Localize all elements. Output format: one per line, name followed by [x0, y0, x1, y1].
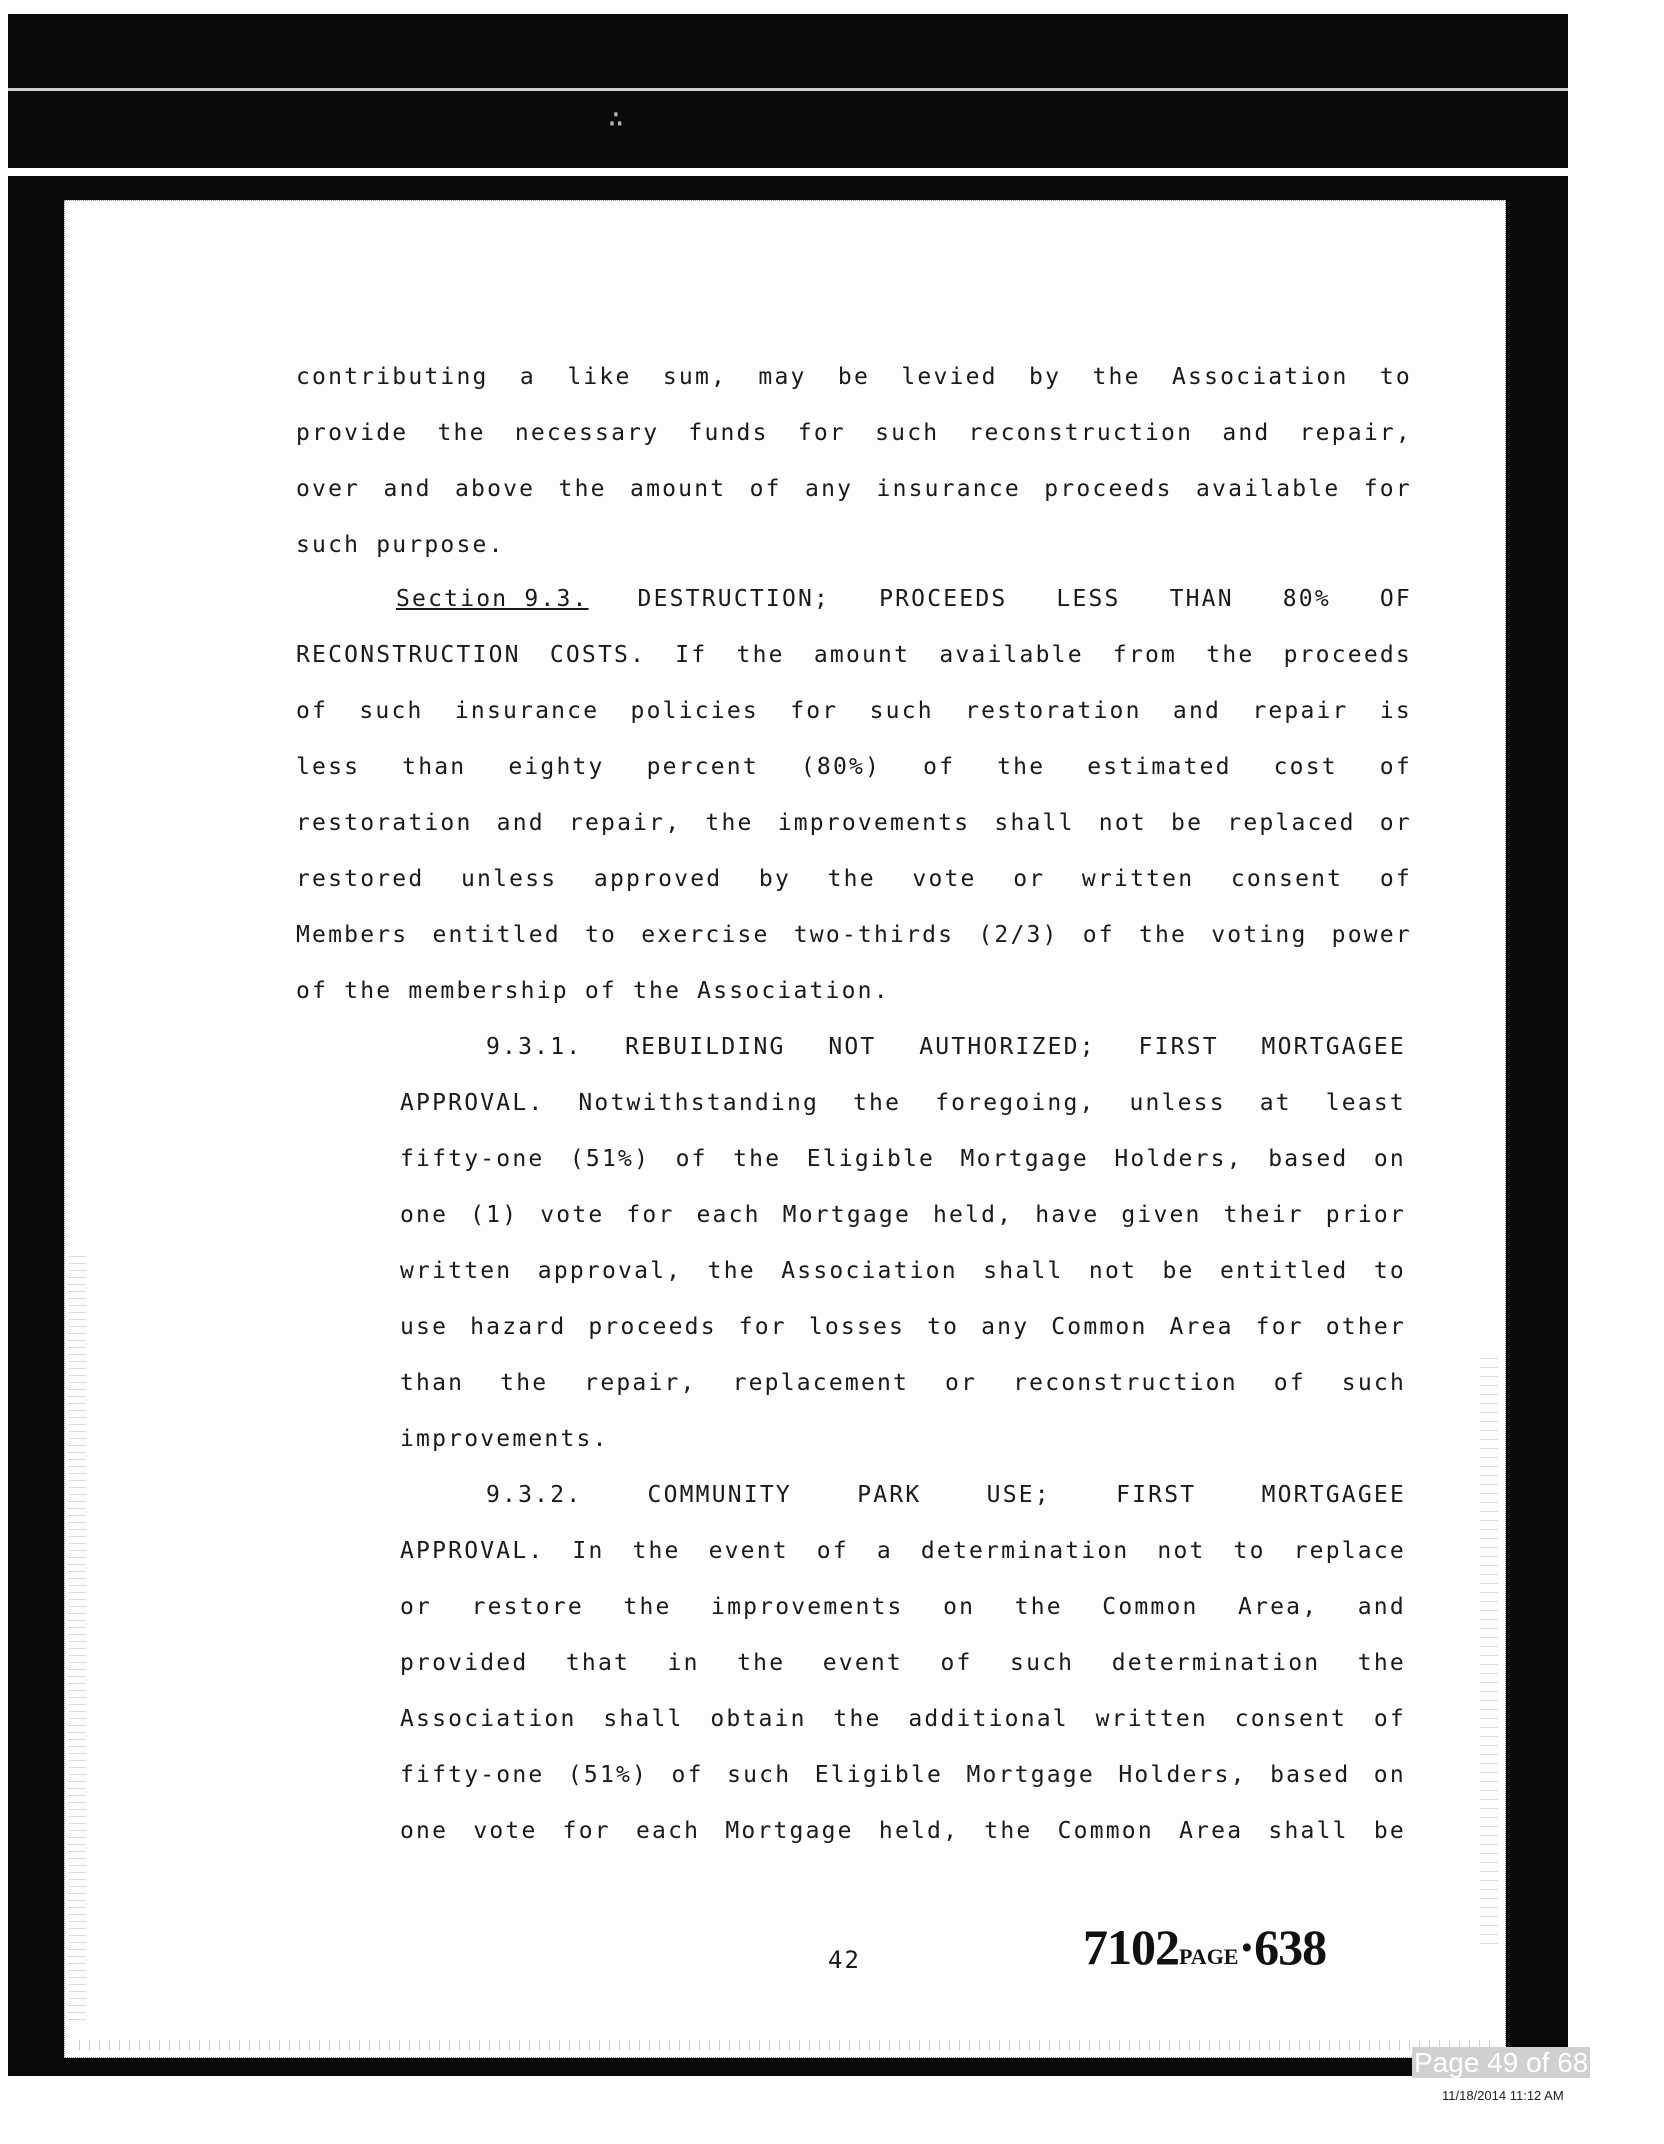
word: MORTGAGEE	[1261, 1034, 1406, 1060]
text-line	[400, 1368, 1406, 1398]
word: the	[500, 1370, 549, 1396]
word: of	[940, 1650, 973, 1676]
page-label: PAGE	[1179, 1944, 1239, 1969]
word: and	[1222, 420, 1271, 446]
word: such	[359, 698, 424, 724]
word: NOT	[828, 1034, 877, 1060]
word: the	[733, 1146, 782, 1172]
word: their	[1223, 1202, 1304, 1228]
text-line	[296, 864, 1412, 894]
word: restoration	[965, 698, 1142, 724]
word: shall	[1268, 1818, 1349, 1844]
word: determination	[1111, 1650, 1321, 1676]
word: vote	[473, 1818, 538, 1844]
text-line	[400, 1816, 1406, 1846]
word: and	[1172, 698, 1222, 724]
word: proceeds	[1283, 642, 1412, 668]
word: the	[1138, 922, 1188, 948]
word: any	[805, 476, 854, 502]
word: improvements	[711, 1594, 904, 1620]
word: unless	[461, 866, 558, 892]
word: 9.3.1.	[486, 1034, 583, 1060]
scan-speck: ∴	[608, 104, 624, 134]
word: the	[623, 1594, 672, 1620]
word: shall	[983, 1258, 1064, 1284]
word: shall	[994, 810, 1075, 836]
word: replace	[1293, 1538, 1406, 1564]
word: fifty-one	[400, 1762, 545, 1788]
word: Association	[1171, 364, 1349, 390]
word: vote	[912, 866, 977, 892]
word: In	[572, 1538, 605, 1564]
word: and	[383, 476, 432, 502]
word: amount	[630, 476, 727, 502]
word: Association	[781, 1258, 958, 1284]
word: by	[758, 866, 792, 892]
text-line	[296, 808, 1412, 838]
word: replaced	[1227, 810, 1356, 836]
word: on	[943, 1594, 976, 1620]
word: for	[562, 1818, 611, 1844]
word: the	[833, 1706, 882, 1732]
text-line	[400, 1256, 1406, 1286]
word: (1)	[470, 1202, 519, 1228]
text-line	[296, 362, 1412, 392]
word: one	[400, 1818, 449, 1844]
word: FIRST	[1138, 1034, 1219, 1060]
word: by	[1029, 364, 1062, 390]
word: written	[1095, 1706, 1208, 1732]
word: the	[827, 866, 876, 892]
word: PARK	[857, 1482, 922, 1508]
word: FIRST	[1116, 1482, 1197, 1508]
word: not	[1157, 1538, 1206, 1564]
word: of	[1379, 866, 1412, 892]
word: hazard	[470, 1314, 567, 1340]
word: Notwithstanding	[578, 1090, 820, 1116]
word: the	[853, 1090, 902, 1116]
word: Members	[296, 922, 409, 948]
text-line: improvements.	[400, 1426, 609, 1452]
word: Area	[1179, 1818, 1244, 1844]
word: for	[790, 698, 839, 724]
word: held,	[932, 1202, 1014, 1228]
word: reconstruction	[968, 420, 1194, 446]
word: like	[567, 364, 632, 390]
word: of	[816, 1538, 849, 1564]
word: (51%)	[569, 1146, 651, 1172]
text-line	[400, 1200, 1406, 1230]
word: Mortgage	[966, 1762, 1095, 1788]
word: PROCEEDS	[879, 586, 1008, 612]
word: (2/3)	[978, 922, 1059, 948]
word: may	[758, 364, 807, 390]
word: restored	[296, 866, 425, 892]
word: repair	[1252, 698, 1349, 724]
word: have	[1035, 1202, 1100, 1228]
word: the	[997, 754, 1046, 780]
word: DESTRUCTION;	[637, 586, 831, 612]
viewer-timestamp: 11/18/2014 11:12 AM	[1442, 2088, 1564, 2103]
word: the	[707, 1258, 756, 1284]
word: two-thirds	[793, 922, 955, 948]
word: AUTHORIZED;	[919, 1034, 1096, 1060]
word: repair,	[584, 1370, 697, 1396]
book-page-stamp: 7102PAGE·638	[1083, 1919, 1327, 1975]
word: proceeds	[588, 1314, 717, 1340]
word: Association	[400, 1706, 577, 1732]
word: such	[869, 698, 934, 724]
word: fifty-one	[400, 1146, 545, 1172]
scan-noise-bottom	[70, 2040, 1490, 2050]
word: Holders,	[1118, 1762, 1247, 1788]
word: 80%	[1282, 586, 1331, 612]
word: such	[1341, 1370, 1406, 1396]
word: (51%)	[567, 1762, 649, 1788]
word: REBUILDING	[625, 1034, 786, 1060]
word: for	[797, 420, 846, 446]
word: percent	[646, 754, 759, 780]
word: held,	[878, 1818, 960, 1844]
text-line: such purpose.	[296, 532, 505, 558]
word: restore	[471, 1594, 584, 1620]
word: than	[400, 1370, 465, 1396]
text-line	[400, 1704, 1406, 1734]
word: based	[1268, 1146, 1349, 1172]
word: foregoing,	[935, 1090, 1096, 1116]
word: consent	[1230, 866, 1344, 892]
word: approval,	[537, 1258, 683, 1284]
word: event	[822, 1650, 903, 1676]
text-line	[400, 1648, 1406, 1678]
word: Eligible	[814, 1762, 944, 1788]
word: the	[1206, 642, 1255, 668]
word: written	[1081, 866, 1195, 892]
word: such	[875, 420, 940, 446]
word: contributing	[296, 364, 489, 390]
word: above	[454, 476, 536, 502]
word: event	[708, 1538, 789, 1564]
word: exercise	[641, 922, 770, 948]
word: (80%)	[800, 754, 882, 780]
word: each	[635, 1818, 701, 1844]
word: If	[675, 642, 708, 668]
word: the	[632, 1538, 681, 1564]
word: LESS	[1056, 586, 1121, 612]
word: eighty	[508, 754, 605, 780]
word: repair,	[1299, 420, 1412, 446]
scan-top-bar	[8, 14, 1568, 168]
word: APPROVAL.	[400, 1538, 545, 1564]
word: or	[945, 1370, 978, 1396]
word: restoration	[296, 810, 473, 836]
word: based	[1270, 1762, 1351, 1788]
word: of	[296, 698, 329, 724]
word: on	[1373, 1762, 1406, 1788]
word: given	[1121, 1202, 1202, 1228]
scan-top-rule	[8, 88, 1568, 91]
word: from	[1112, 642, 1178, 668]
scan-noise-right	[1480, 1350, 1498, 1950]
word: estimated	[1087, 754, 1232, 780]
word: insurance	[454, 698, 600, 724]
word: for	[1363, 476, 1412, 502]
word: Eligible	[806, 1146, 936, 1172]
word: of	[1082, 922, 1115, 948]
text-line	[396, 584, 1412, 614]
word: a	[519, 364, 536, 390]
word: the	[1357, 1650, 1406, 1676]
word: policies	[630, 698, 759, 724]
word: least	[1325, 1090, 1406, 1116]
text-line	[400, 1312, 1406, 1342]
word: unless	[1129, 1090, 1226, 1116]
viewer-page-indicator: Page 49 of 68	[1414, 2047, 1589, 2078]
word: additional	[908, 1706, 1069, 1732]
word: provide	[296, 420, 409, 446]
word: Mortgage	[960, 1146, 1089, 1172]
word: and	[496, 810, 545, 836]
word: the	[705, 810, 754, 836]
word: funds	[688, 420, 769, 446]
word: be	[1171, 810, 1204, 836]
word: Common	[1051, 1314, 1148, 1340]
word: to	[1233, 1538, 1266, 1564]
word: Area	[1169, 1314, 1234, 1340]
word: shall	[603, 1706, 684, 1732]
text-line	[400, 1536, 1406, 1566]
word: Mortgage	[782, 1202, 912, 1228]
word: repair,	[568, 810, 682, 836]
word: prior	[1325, 1202, 1406, 1228]
word: OF	[1379, 586, 1412, 612]
word: RECONSTRUCTION	[296, 642, 521, 668]
word: available	[939, 642, 1084, 668]
word: written	[400, 1258, 513, 1284]
scan-noise-left	[68, 1250, 86, 2020]
text-line	[400, 1760, 1406, 1790]
word: of	[1379, 754, 1412, 780]
word: to	[1373, 1258, 1406, 1284]
word: amount	[813, 642, 911, 668]
word: not	[1098, 810, 1147, 836]
word: other	[1325, 1314, 1406, 1340]
word: approved	[593, 866, 723, 892]
word: and	[1357, 1594, 1406, 1620]
word: 9.3.2.	[486, 1482, 583, 1508]
word: of	[1373, 1706, 1406, 1732]
word: Area,	[1238, 1594, 1319, 1620]
word: to	[1379, 364, 1412, 390]
word: not	[1088, 1258, 1138, 1284]
word: losses	[808, 1314, 906, 1340]
word: such	[727, 1762, 792, 1788]
word: be	[1373, 1818, 1406, 1844]
word: Holders,	[1114, 1146, 1243, 1172]
word: COMMUNITY	[647, 1482, 792, 1508]
word: entitled	[1220, 1258, 1349, 1284]
word: entitled	[432, 922, 561, 948]
word: vote	[540, 1202, 605, 1228]
word: of	[749, 476, 782, 502]
word: reconstruction	[1013, 1370, 1238, 1396]
word: APPROVAL.	[400, 1090, 545, 1116]
word: in	[667, 1650, 700, 1676]
word: available	[1195, 476, 1341, 502]
text-line	[486, 1032, 1406, 1062]
word: voting	[1211, 922, 1308, 948]
word: over	[296, 476, 361, 502]
word: to	[584, 922, 618, 948]
text-line	[400, 1088, 1406, 1118]
word: any	[981, 1314, 1030, 1340]
word: replacement	[732, 1370, 910, 1396]
text-line	[296, 474, 1412, 504]
word: improvements	[777, 810, 971, 836]
text-line	[296, 640, 1412, 670]
word: sum,	[662, 364, 728, 390]
word: COSTS.	[549, 642, 647, 668]
word: less	[296, 754, 361, 780]
word: to	[927, 1314, 960, 1340]
word: THAN	[1169, 586, 1234, 612]
word: necessary	[514, 420, 660, 446]
word: than	[402, 754, 467, 780]
text-line	[400, 1592, 1406, 1622]
word: for	[1255, 1314, 1304, 1340]
text-line	[400, 1144, 1406, 1174]
book-number: 7102	[1083, 1919, 1179, 1975]
word: is	[1379, 698, 1412, 724]
word: insurance	[876, 476, 1021, 502]
text-line	[296, 752, 1412, 782]
word: a	[876, 1538, 893, 1564]
text-line	[296, 418, 1412, 448]
word: the	[736, 642, 785, 668]
word: provided	[400, 1650, 529, 1676]
word: MORTGAGEE	[1261, 1482, 1406, 1508]
word: USE;	[986, 1482, 1051, 1508]
text-line	[486, 1480, 1406, 1510]
word: consent	[1234, 1706, 1348, 1732]
book-page-number: 638	[1254, 1919, 1327, 1975]
word: or	[1379, 810, 1412, 836]
word: of	[923, 754, 956, 780]
word: Mortgage	[725, 1818, 854, 1844]
word: the	[437, 420, 486, 446]
word: or	[400, 1594, 433, 1620]
word: determination	[920, 1538, 1130, 1564]
word: the	[984, 1818, 1033, 1844]
word: of	[675, 1146, 708, 1172]
word: that	[565, 1650, 631, 1676]
word: be	[1162, 1258, 1195, 1284]
text-line	[296, 696, 1412, 726]
word: one	[400, 1202, 449, 1228]
word: of	[1273, 1370, 1306, 1396]
word: cost	[1273, 754, 1338, 780]
word: such	[1010, 1650, 1075, 1676]
word: at	[1259, 1090, 1292, 1116]
word: levied	[901, 364, 998, 390]
word: the	[558, 476, 607, 502]
word: use	[400, 1314, 449, 1340]
word: or	[1013, 866, 1046, 892]
word: each	[696, 1202, 761, 1228]
word: Common	[1102, 1594, 1199, 1620]
page-number: 42	[828, 1946, 861, 1974]
word: the	[1014, 1594, 1063, 1620]
word: proceeds	[1044, 476, 1173, 502]
word: the	[737, 1650, 786, 1676]
word: be	[837, 364, 871, 390]
word: for	[738, 1314, 787, 1340]
word: power	[1331, 922, 1412, 948]
text-line	[296, 920, 1412, 950]
text-line: of the membership of the Association.	[296, 978, 890, 1004]
word: the	[1092, 364, 1141, 390]
word: for	[626, 1202, 675, 1228]
word: Section 9.3.	[396, 586, 589, 612]
word: Common	[1057, 1818, 1154, 1844]
word: on	[1373, 1146, 1406, 1172]
word: obtain	[710, 1706, 807, 1732]
word: of	[671, 1762, 704, 1788]
